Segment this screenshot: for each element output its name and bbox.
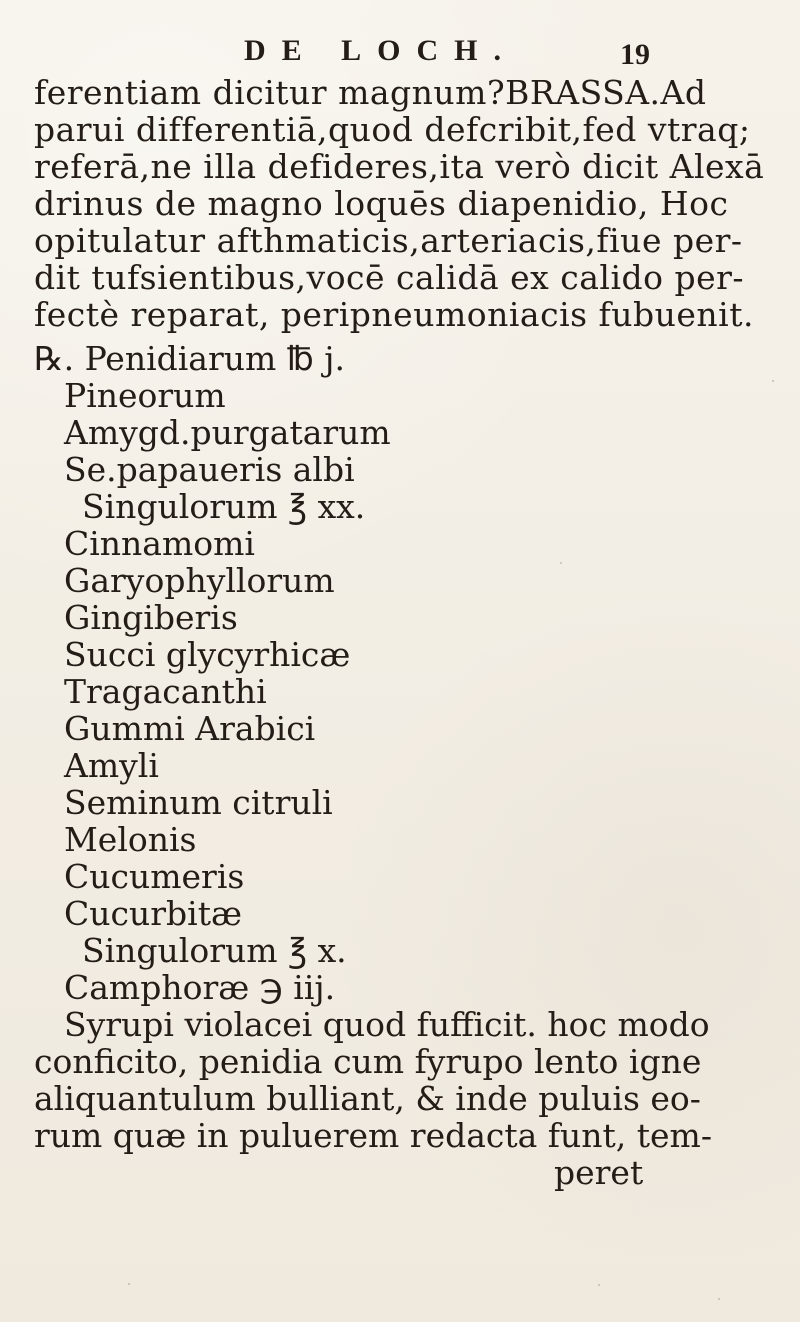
text-line: Syrupi violacei quod fufficit. hoc modo — [64, 1005, 710, 1044]
text-line: peret — [554, 1153, 644, 1192]
recipe-line: Seminum citruli — [64, 783, 333, 822]
paper-speckle — [560, 562, 562, 564]
recipe-line: Garyophyllorum — [64, 561, 335, 600]
recipe-line: Amygd.purgatarum — [64, 413, 391, 452]
recipe-line: Singulorum ℥ x. — [82, 931, 347, 970]
recipe-line: Cucurbitæ — [64, 894, 242, 933]
text-line: parui differentiā,quod defcribit,fed vtraq; — [34, 110, 751, 149]
text-line: conficito, penidia cum fyrupo lento igne — [34, 1042, 702, 1081]
recipe-line: ℞. Penidiarum ℔ j. — [34, 339, 345, 378]
text-line: dit tufsientibus,vocē calidā ex calido per- — [34, 258, 745, 297]
text-line: drinus de magno loquēs diapenidio, Hoc — [34, 184, 729, 223]
recipe-line: Amyli — [64, 746, 159, 785]
recipe-line: Pineorum — [64, 376, 226, 415]
recipe-line: Tragacanthi — [64, 672, 267, 711]
recipe-line: Succi glycyrhicæ — [64, 635, 351, 674]
page-number: 19 — [620, 38, 650, 71]
recipe-line: Singulorum ℥ xx. — [82, 487, 366, 526]
text-line: aliquantulum bulliant, & inde puluis eo- — [34, 1079, 701, 1118]
recipe-line: Camphoræ ℈ iij. — [64, 968, 336, 1007]
paper-speckle — [772, 380, 774, 382]
paper-speckle — [128, 1283, 130, 1285]
text-line: referā,ne illa defideres,ita verò dicit Alexā — [34, 147, 765, 186]
text-line: ferentiam dicitur magnum?BRASSA.Ad — [34, 73, 707, 112]
paper-speckle — [598, 1284, 600, 1286]
text-line: opitulatur afthmaticis,arteriacis,fiue per- — [34, 221, 743, 260]
text-line: fectè reparat, peripneumoniacis fubuenit. — [34, 295, 754, 334]
recipe-line: Cucumeris — [64, 857, 245, 896]
recipe-line: Se.papaueris albi — [64, 450, 355, 489]
paper-speckle — [718, 1298, 720, 1300]
recipe-line: Cinnamomi — [64, 524, 255, 563]
text-line: rum quæ in puluerem redacta funt, tem- — [34, 1116, 712, 1155]
running-head: DE LOCH. — [244, 34, 518, 67]
recipe-line: Melonis — [64, 820, 197, 859]
recipe-line: Gingiberis — [64, 598, 238, 637]
page-header — [0, 34, 800, 74]
recipe-line: Gummi Arabici — [64, 709, 316, 748]
